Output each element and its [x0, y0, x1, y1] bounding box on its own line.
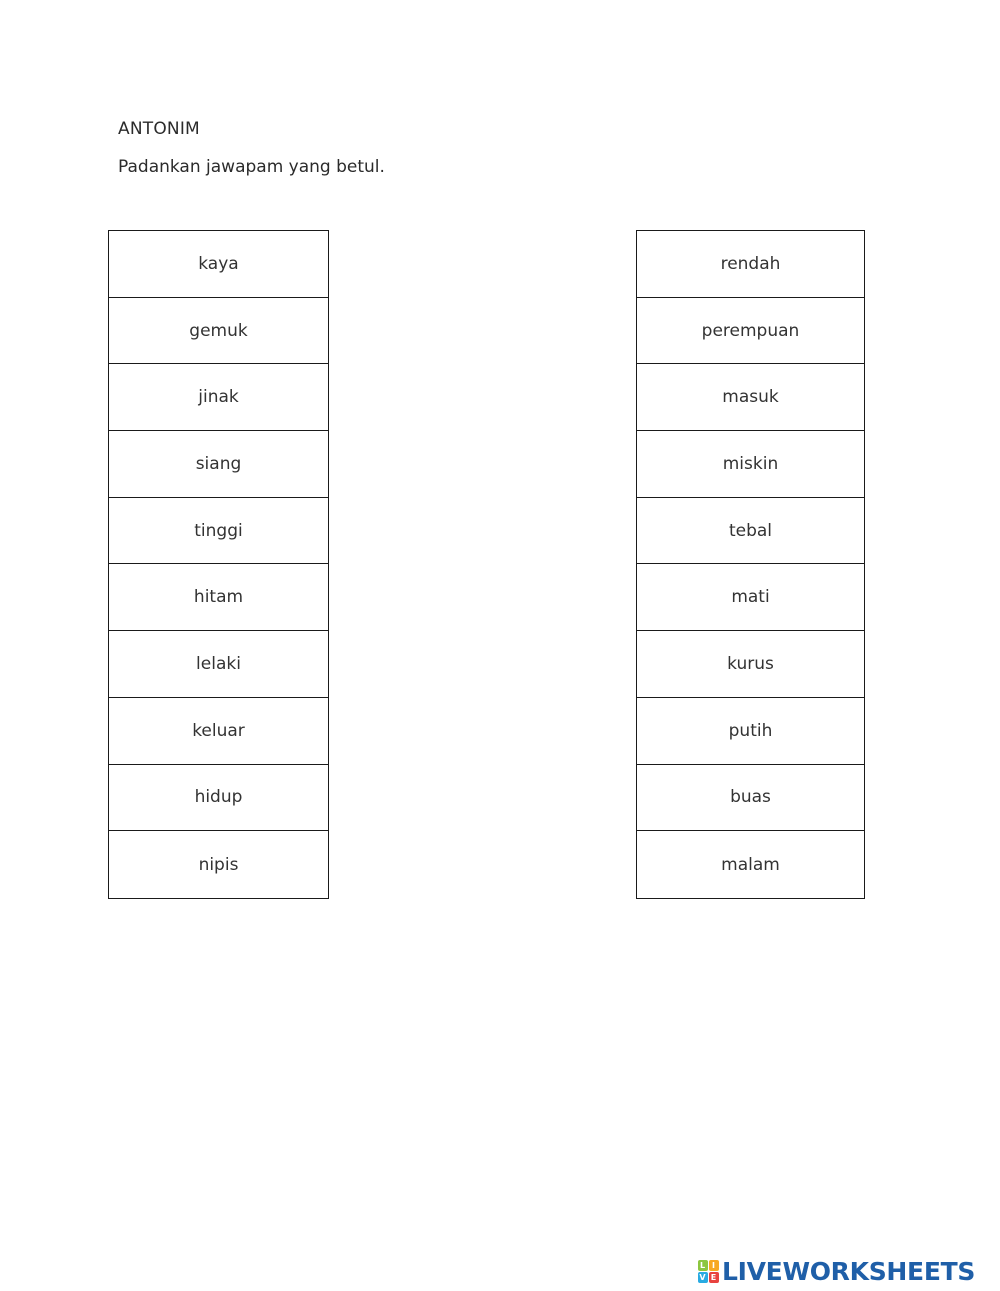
logo-mark-tile: E — [709, 1272, 719, 1283]
left-word-cell[interactable]: hidup — [109, 765, 328, 832]
left-word-cell[interactable]: kaya — [109, 231, 328, 298]
left-word-cell[interactable]: tinggi — [109, 498, 328, 565]
left-word-cell[interactable]: nipis — [198, 854, 239, 875]
left-word-cell[interactable]: siang — [109, 431, 328, 498]
left-word-cell[interactable]: hitam — [109, 564, 328, 631]
liveworksheets-logo-icon — [697, 1259, 719, 1283]
left-word-cell[interactable]: gemuk — [109, 298, 328, 365]
right-word-cell[interactable]: miskin — [637, 431, 864, 498]
left-word-column — [108, 230, 329, 899]
worksheet-instruction: Padankan jawapam yang betul. — [118, 157, 385, 177]
logo-mark-tile: I — [709, 1260, 719, 1271]
worksheet-title: ANTONIM — [118, 119, 200, 139]
left-word-cell[interactable]: lelaki — [109, 631, 328, 698]
right-word-cell[interactable]: malam — [721, 854, 780, 875]
right-word-cell[interactable]: masuk — [637, 364, 864, 431]
left-word-cell[interactable]: jinak — [109, 364, 328, 431]
right-word-cell[interactable]: mati — [637, 564, 864, 631]
right-word-cell[interactable]: perempuan — [637, 298, 864, 365]
logo-text: LIVEWORKSHEETS — [722, 1256, 976, 1286]
logo-mark-tile: V — [699, 1272, 706, 1282]
right-word-cell[interactable]: kurus — [637, 631, 864, 698]
right-word-column — [636, 230, 865, 899]
right-word-cell[interactable]: buas — [637, 765, 864, 832]
right-word-cell[interactable]: putih — [637, 698, 864, 765]
logo-mark-tile: L — [698, 1260, 708, 1271]
right-word-cell[interactable]: rendah — [637, 231, 864, 298]
left-word-cell[interactable]: keluar — [109, 698, 328, 765]
liveworksheets-logo — [697, 1256, 975, 1286]
right-word-cell[interactable]: tebal — [637, 498, 864, 565]
